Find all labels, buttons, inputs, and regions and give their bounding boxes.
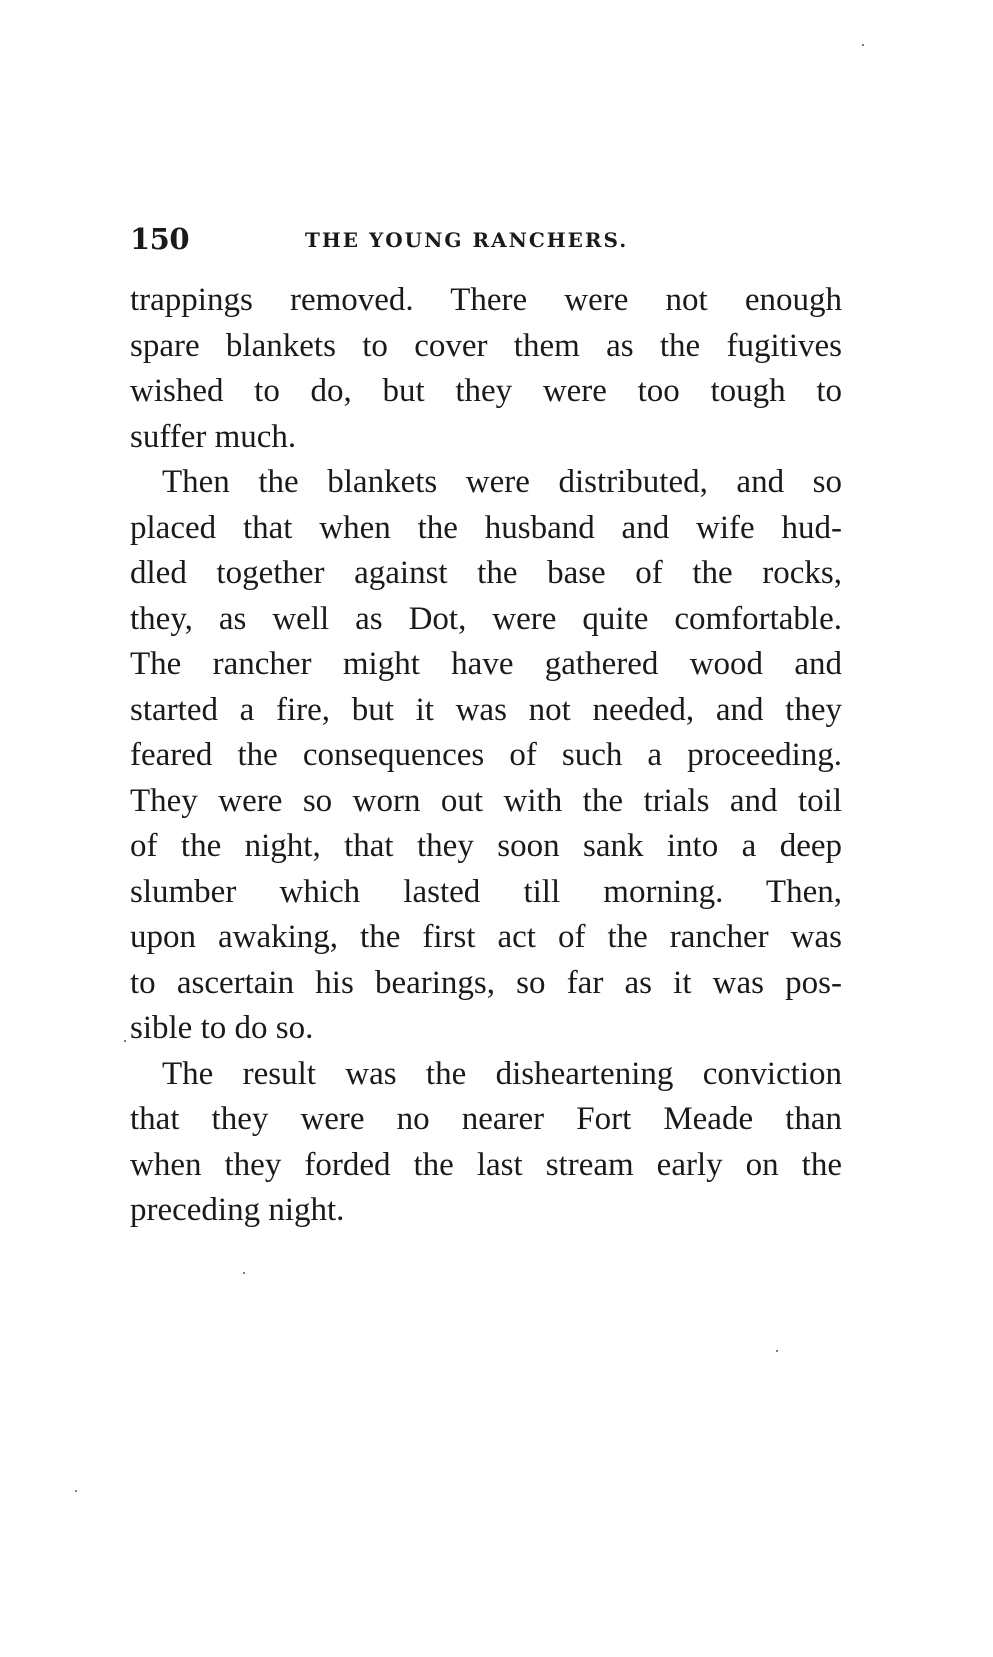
- text-line: The rancher might have gathered wood and: [130, 646, 842, 682]
- text-line: started a fire, but it was not needed, and they: [130, 691, 842, 728]
- scan-speck: [124, 1040, 126, 1042]
- text-line: upon awaking, the first act of the rancher was: [130, 919, 842, 955]
- scan-speck: [862, 44, 864, 46]
- text-line: spare blankets to cover them as the fugitives: [130, 327, 842, 364]
- paragraph: [130, 278, 842, 460]
- scan-speck: [243, 1272, 245, 1274]
- body-text: [130, 278, 842, 1234]
- text-line: of the night, that they soon sank into a deep: [130, 828, 842, 864]
- text-line: that they were no nearer Fort Meade than: [130, 1101, 842, 1137]
- text-line: Then the blankets were distributed, and so: [162, 464, 842, 500]
- text-line: dled together against the base of the rocks,: [130, 555, 842, 591]
- scan-speck: [75, 1490, 77, 1492]
- page-number: 150: [130, 222, 190, 256]
- scan-speck: [776, 1350, 778, 1352]
- text-line: slumber which lasted till morning. Then,: [130, 873, 842, 910]
- text-line: they, as well as Dot, were quite comfortable.: [130, 600, 842, 637]
- paragraph: [130, 1052, 842, 1234]
- text-line: to ascertain his bearings, so far as it was pos-: [130, 964, 842, 1001]
- page-header: [130, 222, 842, 262]
- text-line: They were so worn out with the trials and toil: [130, 782, 842, 819]
- text-line: wished to do, but they were too tough to: [130, 373, 842, 409]
- text-line: sible to do so.: [130, 1010, 314, 1046]
- text-line: suffer much.: [130, 418, 297, 455]
- text-line: trappings removed. There were not enough: [130, 282, 842, 318]
- text-line: The result was the disheartening conviction: [162, 1055, 842, 1092]
- text-line: preceding night.: [130, 1192, 345, 1228]
- text-line: placed that when the husband and wife hud-: [130, 509, 842, 546]
- paragraph: [130, 460, 842, 1052]
- text-line: feared the consequences of such a proceeding.: [130, 737, 842, 773]
- running-title: THE YOUNG RANCHERS.: [305, 228, 629, 252]
- text-line: when they forded the last stream early on the: [130, 1146, 842, 1183]
